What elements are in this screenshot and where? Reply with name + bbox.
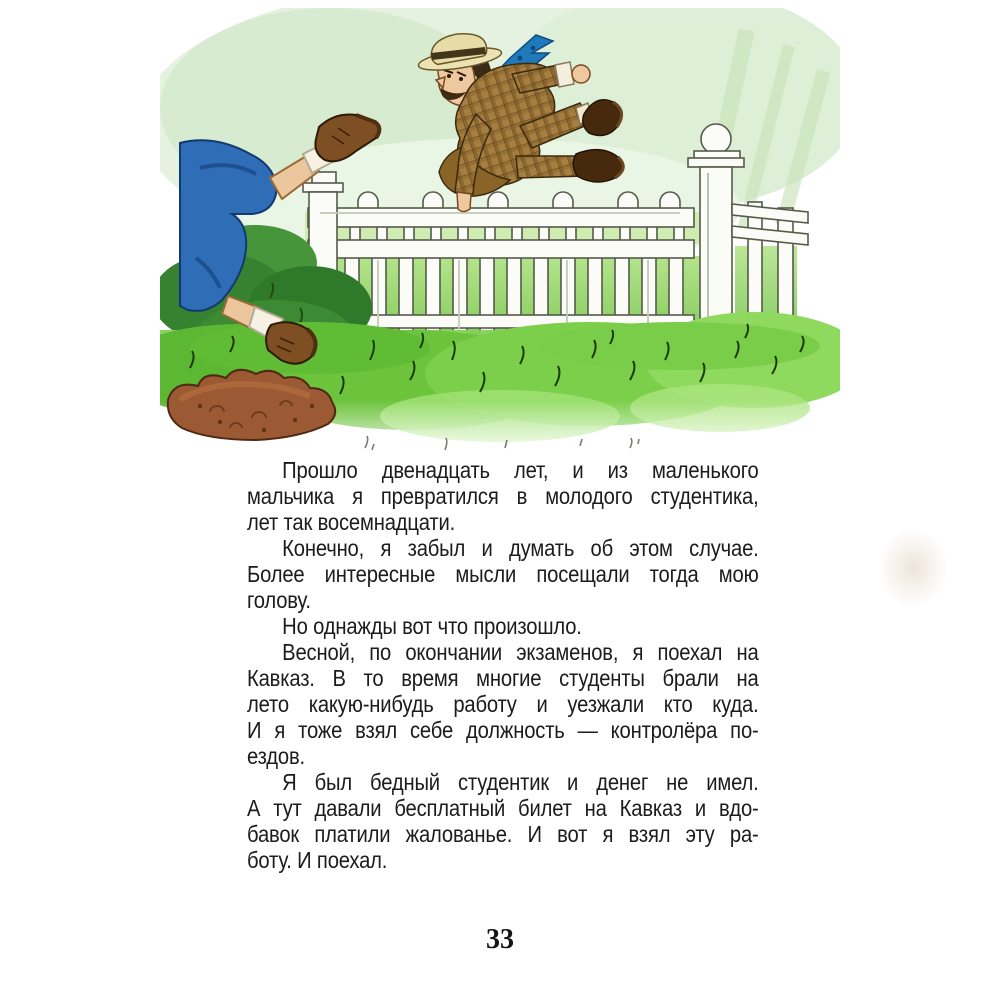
text-line: голову. — [247, 587, 311, 613]
text-line: лет так восемнадцати. — [247, 509, 456, 535]
text-line: лето какую-нибудь работу и уезжали кто куда. — [247, 691, 759, 717]
text-line: Но однажды вот что произошло. — [282, 613, 582, 639]
text-line: ездов. — [247, 743, 305, 769]
fist — [572, 65, 590, 83]
text-line: И я тоже взял себе должность — контролёра по- — [247, 717, 759, 743]
paper-smudge — [878, 528, 948, 608]
text-line: Кавказ. В то время многие студенты брали на — [247, 665, 759, 691]
text-line: Я был бедный студентик и денег не имел. — [282, 769, 759, 795]
post-ball-finial — [701, 124, 731, 154]
text-line: А тут давали бесплатный билет на Кавказ и вдо- — [247, 795, 759, 821]
page-number: 33 — [486, 924, 514, 955]
shirt-cuff — [555, 62, 574, 87]
text-line: Конечно, я забыл и думать об этом случае. — [282, 535, 759, 561]
hand-on-rail — [457, 192, 471, 212]
text-line: Более интересные мысли посещали тогда мою — [247, 561, 759, 587]
text-block — [247, 457, 759, 873]
text-line: Весной, по окончании экзаменов, я поехал на — [282, 639, 759, 665]
text-line: боту. И поехал. — [247, 847, 388, 873]
illustration — [160, 8, 840, 458]
fence-top-rail — [308, 208, 694, 227]
text-line: Прошло двенадцать лет, и из маленького — [282, 457, 759, 483]
fence-mid-rail — [308, 240, 694, 258]
text-line: мальчика я превратился в молодого студентика, — [247, 483, 759, 509]
text-line: бавок платили жалованье. И вот я взял эту ра- — [247, 821, 759, 847]
